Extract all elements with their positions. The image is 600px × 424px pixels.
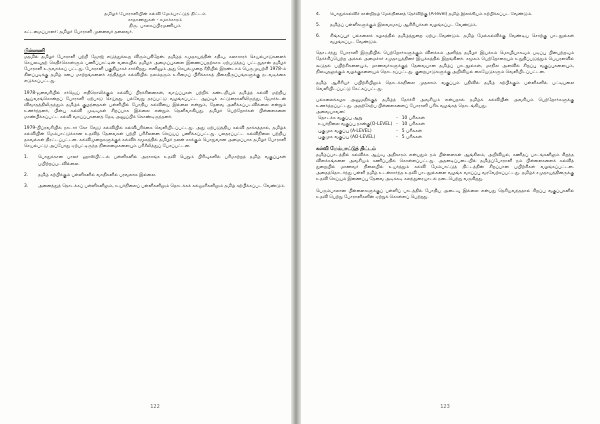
paragraph: பெரும்பாலான பிள்ளைகளுக்குப் பள்ளிப் பாடத்தில் போதிய அடைவு இல்லை என்பது தெரியவந்ததால் சிறப்பு வகுப்புகளில் உதவி பெற்று போராளிகளின் ஏற்றுக் கொள்ளப் பெற்றது.	[316, 188, 574, 200]
section-heading-plan: கல்வி மேம்பாட்டுத் திட்டம்	[316, 147, 376, 153]
book-gutter	[291, 0, 301, 424]
table-row	[318, 135, 429, 141]
header-line-1: தமிழர் போராளியின் கல்வி மேம்பாட்டுத் திட்டம்	[104, 12, 206, 17]
stage-label: புகுமுக வகுப்பு (A-LEVEL)	[318, 128, 372, 134]
item-text: பொதுக்கல்விச் சான்றிதழ் மேல்நிலைத் தேர்விற்கு (A-level) தமிழ் இலக்கியம் கற்பிக்கப்பட வேண்டும்.	[330, 12, 533, 17]
paragraph: 1979-பிப்ரவரியில் நாடார் கோ வேடு கல்வியில் கல்விபுரிக்கை வெளியிடப்பட்டது. அது ஏற்படுத்திய கல்வி தாக்கத்தால், தமிழ்க் கல்வியின் மேம்பாட்டுக்கான உதவித் தேவைகள் பற்றி பரிசீலனை செய்யப் பணிக்கப்பட்டது. பலதரப்பட்ட கல்விநிலை பற்றிய தகவல்கள் திரட்டப்பட்டன. கல்விமுறைகளுக்குக் கல்விச் சமூகத்தில் தமிழர் நலன் காக்கும் பொதுவான அமைப்பாக தமிழர் போராளி செயல்பட்டு அப்போது ஏற்பட்டிருந்த நிலைமைகளையும் பரிசீலித்துப் பேசப்பட்டன.	[24, 126, 286, 150]
page-number: 122	[150, 404, 160, 410]
paragraph: தொடர்ந்து போராளி இருதியில் பெற்றோர்களுக்கும் விளக்கம் அளித்த தமிழர் இயக்கம் மொழியாகவும் படிப்பு பின்பற்றவும் தேர்ச்சிப்பெற்ற அக்கல் அமைச்சர் சமுதாயத்தினர் இயக்கத்தில் இறங்கினர். சமூகம் பெற்றோரையும் உறுதிப்படுத்தும் பெயரளவில் கூடுதல் பயிற்சிகளையும், மாணவர்களுக்குத் தேவையான தமிழ்ப் பாடநூல்கள், மாநில அளவில் சிறப்பு வகுப்புகளையும், நிலவுதலுக்கும் வழக்குகளையும் தொடரப்பட்டது. குறைபாடுகளுக்கு அறிவியல் கையேடுகளும் வெளியிடப்பட்டன.	[316, 51, 574, 75]
item-number: 6.	[316, 34, 321, 40]
item-number: 1.	[24, 155, 29, 161]
stage-separator: -	[396, 116, 398, 122]
item-number: 5.	[316, 23, 321, 29]
stage-value: 5 பரிசுகள்	[401, 134, 423, 140]
numbered-item	[316, 12, 574, 18]
paragraph: மதமில் தமிழர் போராளி பற்றி ஜோஜ் எடுத்துக்கூற விரும்புகிறேன். தமிழ்த் சமுதாயத்தின் சதிவு, கலாசாரச் செயல்பாடுகளைச் செயலவுதற் கெதிர்கொள்ளும் பணிப்பாட்டின் வகையில் தமிழர் அமைப்புகளை இணைப்பதற்காக ஏற்படுத்தப் பட்டதுதான் தமிழர் போராளி உருவாக்கப் பட்டது. போராளி பகுதியாகச் சார்கிறது. எனினும் அது செயல்முறை ரீதியில் இரண்டாம் பெருமுயற்சி 1978-ம் கிளப்புடிக்கு தமிழ் சபை மாற்றங்களைச் சந்தித்துக் கல்வியில் நலம்தரும் உரிமைப் பிரிக்காகத் திசைதிருப்பங்களுக்கு நடவடிக்கை எடுக்கப்பட்டது.	[24, 55, 286, 85]
item-text: அனைத்துத் தொடக்கப் பள்ளிகளிலும், உயர்நிலைப் பள்ளிகளிலும் தொடக்கக் கல்லூரிகளிலும் தமிழ் கற்பிக்கப்பட வேண்டும்.	[38, 183, 286, 189]
left-page	[24, 12, 286, 412]
header-divider	[24, 39, 286, 40]
numbered-item	[24, 155, 286, 167]
stage-separator: -	[396, 122, 398, 128]
stage-label: புகுமுக வகுப்பு (AO-LEVEL)	[318, 134, 376, 140]
table-row	[318, 122, 429, 128]
header-line-3: திரு. பாலசுப்பிரமணியம்	[129, 24, 181, 29]
stage-value: 5 பரிசுகள்	[401, 128, 423, 134]
page-number: 123	[440, 404, 450, 410]
section-heading-background: பின்னணி	[24, 49, 45, 55]
paragraph: தமிழ் ஆசிரியர் பயிற்சியிலும் தொடக்கநிலை முதலாம் வகுப்பும் பதிவில் தமிழ் கற்பிக்கும் பள்ளிகளில் பட்டியலை வெளியிடப்பட்டு கேட்கப்பட்டது.	[316, 80, 574, 92]
stage-value: 10 பரிசுகள்	[401, 116, 425, 122]
paragraph: தமிழ்ப்பாடத்தில் கல்விக்க ஆய்வு அதிகாரம் என்பதும் நம் பிள்ளைகள் ஆங்கிலம், அறிவியல், கணிதப் பாடங்களிலும் சிறந்த விளக்கங்களை அவசியம் கணிப்பதில் கொள்ளப்பட்டது. அதனடிப்படையில் தமிழ்ப்போராளி நம் பிள்ளைகளைக் கல்வித் துறையில் மாணவர் நிலையில் உயர்த்தும் கல்வி மேம்பாட்டுத் திட்டத்தின் சிறப்பான பயிற்சிகள் வழங்கப்பட்டன. அதைத்தொடர்ந்து பள்ளி தமிழ் உடன்சார்ந்த உதவி பாடநூல்களை வழங்க வாய்ப்பு வரவேற்கப்பட்டது. தமிழ்ச் சமுதாயத்தினருக்கு உதவி செய்யும் இணைப்பு தேவை அடிக்கடி கலந்துரையாடல் நடைபெற்று வருகிறது.	[316, 153, 574, 183]
stage-separator: -	[396, 134, 398, 140]
prize-table	[318, 116, 429, 141]
stage-separator: -	[396, 128, 398, 134]
item-text: தமிழ் கற்பிக்கும் பள்ளிகளில் வசதிகளில் பரவலாக இல்லை.	[38, 172, 157, 178]
stage-label: தொடக்க வகுப்பு ஆறு	[318, 116, 363, 122]
item-text: சிங்கப்பூர் பல்கலைக் கழகத்தில் தமிழ்த்துறை ஏற்படவேண்டும். தமிழ் மேல்கல்விக்கு வேண்டிய சொற்கு பாடநூல்கள் வழங்கப்பட வேண்டும்.	[330, 34, 574, 46]
header-line-4: கட்டமைப்பாளர்: தமிழர் போராளி முனைவர் தலைவர்.	[24, 30, 134, 35]
item-text: பொதுக்கான பாலர் ஹாஸ்பிட்டல் பள்ளிகளில் அரசாங்க உதவி பெறும் பிரிவுகளில் பரிமாற்றத் தமிழ் வகுப்புகள் பயிற்றப்படவில்லை.	[38, 155, 286, 167]
stage-value: 10 பரிசுகள்	[401, 122, 425, 128]
stage-label: உயர்நிலை வகுப்பு நான்கு(O-LEVEL)	[318, 122, 393, 128]
item-number: 2.	[24, 172, 29, 178]
numbered-item	[316, 23, 574, 29]
numbered-item	[24, 173, 286, 179]
paragraph: பல்கலைக்கழக அனுமதிக்குத் தமிழ்த் தேர்ச்சி அவசியம் என்பதால் தமிழ்க் கல்வியின் அவசியம் பெற்றோர்களுக்கு உணர்த்தப்பட்டது. அதற்கேற்ப பிள்ளைகளைப் போராளி பரிசு வழங்கத் தொடங்கியது.	[316, 97, 574, 110]
item-number: 3.	[24, 183, 29, 189]
stages-intro: அவையாவன:	[316, 110, 346, 116]
header-line-2: சாதாணதுகள் - சமாச்சாரம்	[127, 18, 183, 23]
item-number: 4.	[316, 12, 321, 17]
right-page	[316, 12, 574, 412]
item-text: தமிழ்ப் பள்ளிகளுக்கும் இலவசமாய் ஆசிரியர்கள் வழங்கப்பட வேண்டும்.	[330, 23, 478, 29]
paragraph: 1978-ஜனவரியில் சர்ஜெய் எதிரொலிக்கும் கல்விப் பிரச்சினைகள், வாய்ப்புகள் பற்றிக் கண்டறியும் தமிழ்த் கல்வி மற்றிய ஆய்வரங்கொன்றப் போராளி ஏற்பாடு செய்தது. பல்வேறு தரப்பட்டு வழங்கப்பட்ட ஆய்வுக் கட்டுரைகளிலிருந்து, ஜோர்க்டன் விவாதத்திலிருந்தும் தமிழ்க் குழந்தைகள் பள்ளியில் போதிய கல்வியை இல்லை என்றும், தேவை அளிக்கப்படவில்லை என்றும் உணர்ந்தனர், பின்பு கல்வி முடிவுகள் சிறப்பாக இல்லை என்றும் தெளிவாகியது. தமிழர் பெற்றோர்கள் பிள்ளைகளை மாண்பிக்கப்பட்ட கல்வி வாய்ப்புகளைத் தேடி அனுப்பிக் கொண்டிருந்தனர்.	[24, 90, 286, 120]
numbered-item	[24, 184, 286, 190]
numbered-item	[316, 34, 574, 46]
